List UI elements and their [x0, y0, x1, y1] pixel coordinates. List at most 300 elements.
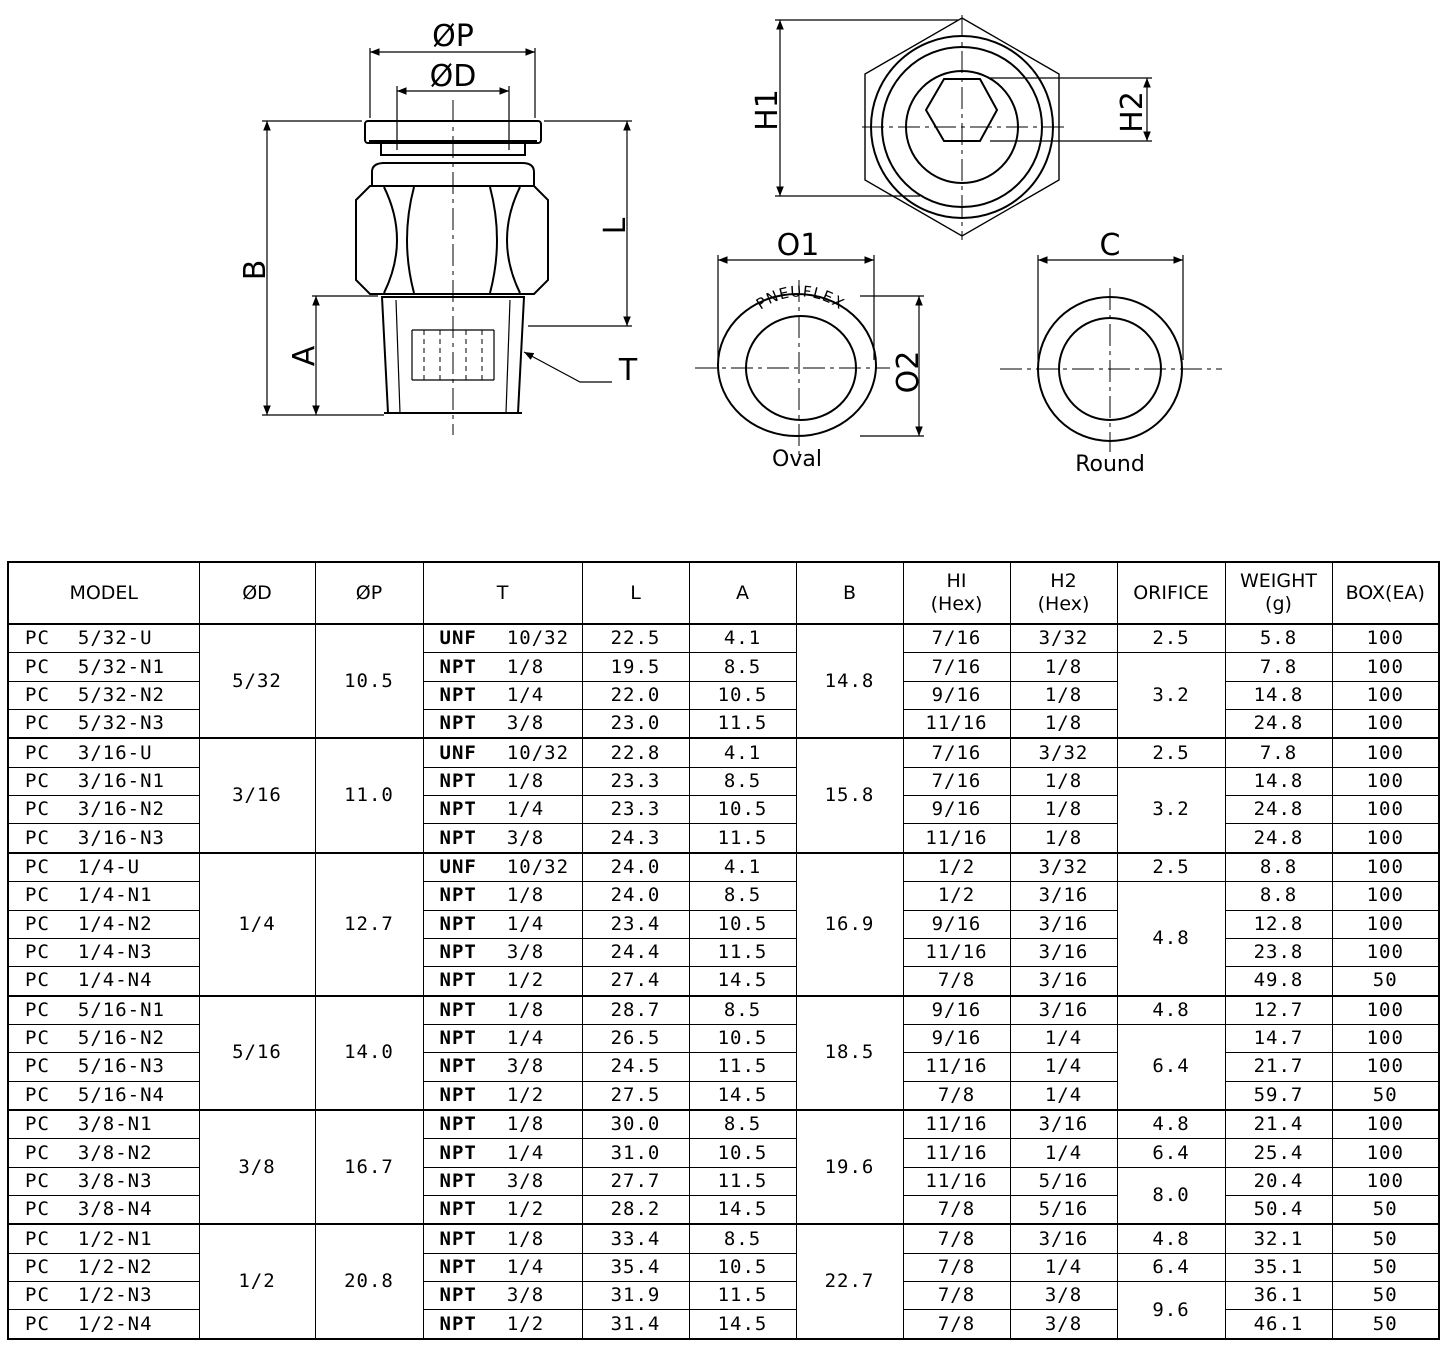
thread-cell — [423, 938, 582, 966]
h2-cell: 1/8 — [1010, 767, 1117, 795]
table-row — [8, 624, 1439, 653]
h1-cell: 7/8 — [903, 967, 1010, 996]
header-label: H2 — [1050, 570, 1077, 592]
box-cell: 100 — [1332, 767, 1439, 795]
op-cell: 11.0 — [315, 738, 423, 852]
box-cell: 100 — [1332, 882, 1439, 910]
a-cell: 14.5 — [689, 967, 796, 996]
col-header-box — [1332, 562, 1439, 624]
l-cell: 26.5 — [582, 1024, 689, 1052]
weight-cell: 20.4 — [1225, 1167, 1332, 1195]
thread-cell — [423, 767, 582, 795]
thread-type: UNF — [439, 855, 477, 878]
model-cell — [8, 824, 199, 853]
a-cell: 11.5 — [689, 938, 796, 966]
orifice-cell: 3.2 — [1117, 767, 1225, 853]
a-cell: 10.5 — [689, 1253, 796, 1281]
model-prefix: PC — [25, 1255, 50, 1278]
model-code: 1/4-N1 — [77, 884, 153, 907]
box-cell: 100 — [1332, 624, 1439, 653]
box-cell: 50 — [1332, 1224, 1439, 1253]
col-header-t — [423, 562, 582, 624]
od-cell: 3/8 — [199, 1110, 315, 1224]
thread-size: 1/8 — [506, 655, 545, 678]
a-cell: 10.5 — [689, 1139, 796, 1167]
h1-cell: 7/16 — [903, 653, 1010, 681]
weight-cell: 21.4 — [1225, 1110, 1332, 1139]
thread-cell — [423, 1053, 582, 1081]
header-label: WEIGHT — [1239, 570, 1317, 592]
col-header-model — [8, 562, 199, 624]
model-prefix: PC — [25, 1027, 50, 1050]
thread-type: NPT — [439, 912, 477, 935]
l-cell: 27.5 — [582, 1081, 689, 1110]
a-cell: 11.5 — [689, 1282, 796, 1310]
box-cell: 100 — [1332, 938, 1439, 966]
header-label: BOX(EA) — [1345, 581, 1425, 604]
thread-cell — [423, 910, 582, 938]
thread-type: NPT — [439, 683, 477, 706]
thread-type: UNF — [439, 741, 477, 764]
h1-cell: 11/16 — [903, 1110, 1010, 1139]
h1-cell: 11/16 — [903, 1053, 1010, 1081]
thread-size: 1/2 — [506, 969, 545, 992]
b-cell: 14.8 — [796, 624, 903, 738]
model-cell — [8, 910, 199, 938]
h1-cell: 1/2 — [903, 882, 1010, 910]
weight-cell: 8.8 — [1225, 853, 1332, 882]
orifice-cell: 2.5 — [1117, 738, 1225, 767]
weight-cell: 24.8 — [1225, 824, 1332, 853]
b-cell: 19.6 — [796, 1110, 903, 1224]
thread-cell — [423, 882, 582, 910]
h1-cell: 7/8 — [903, 1282, 1010, 1310]
thread-type: NPT — [439, 712, 477, 735]
h1-cell: 11/16 — [903, 938, 1010, 966]
box-cell: 50 — [1332, 967, 1439, 996]
model-code: 3/8-N2 — [77, 1141, 153, 1164]
model-prefix: PC — [25, 1227, 50, 1250]
l-cell: 22.0 — [582, 681, 689, 709]
l-cell: 22.5 — [582, 624, 689, 653]
orifice-cell: 4.8 — [1117, 1110, 1225, 1139]
model-code: 1/2-N1 — [77, 1227, 153, 1250]
round-collet-view — [1000, 288, 1222, 452]
thread-size: 1/8 — [506, 1113, 545, 1136]
h2-cell: 1/4 — [1010, 1024, 1117, 1052]
a-cell: 14.5 — [689, 1196, 796, 1225]
l-cell: 24.4 — [582, 938, 689, 966]
thread-type: NPT — [439, 941, 477, 964]
model-cell — [8, 1139, 199, 1167]
thread-cell — [423, 853, 582, 882]
col-header-op — [315, 562, 423, 624]
brand-arc-text: PNEUFLEX — [752, 282, 848, 314]
h2-cell: 1/8 — [1010, 681, 1117, 709]
model-cell — [8, 767, 199, 795]
a-cell: 14.5 — [689, 1310, 796, 1339]
b-cell: 15.8 — [796, 738, 903, 852]
label-a: A — [287, 345, 322, 367]
h2-cell: 1/4 — [1010, 1081, 1117, 1110]
op-cell: 14.0 — [315, 996, 423, 1110]
weight-cell: 5.8 — [1225, 624, 1332, 653]
op-cell: 20.8 — [315, 1224, 423, 1339]
table-body — [8, 624, 1439, 1339]
thread-type: NPT — [439, 1255, 477, 1278]
thread-size: 3/8 — [506, 826, 545, 849]
model-cell — [8, 710, 199, 739]
model-prefix: PC — [25, 1198, 50, 1221]
table-row — [8, 1224, 1439, 1253]
thread-size: 3/8 — [506, 1284, 545, 1307]
model-prefix: PC — [25, 969, 50, 992]
model-cell — [8, 996, 199, 1025]
label-c: C — [1099, 228, 1121, 263]
header-label: ORIFICE — [1133, 581, 1209, 604]
h1-cell: 1/2 — [903, 853, 1010, 882]
label-l: L — [598, 217, 633, 235]
weight-cell: 12.8 — [1225, 910, 1332, 938]
l-cell: 31.9 — [582, 1282, 689, 1310]
a-cell: 8.5 — [689, 882, 796, 910]
thread-cell — [423, 1139, 582, 1167]
thread-type: NPT — [439, 1113, 477, 1136]
a-cell: 8.5 — [689, 1224, 796, 1253]
box-cell: 100 — [1332, 824, 1439, 853]
l-cell: 27.7 — [582, 1167, 689, 1195]
h2-cell: 3/32 — [1010, 853, 1117, 882]
l-cell: 31.4 — [582, 1310, 689, 1339]
model-code: 1/2-N2 — [77, 1255, 153, 1278]
model-code: 1/4-U — [77, 855, 141, 878]
label-o2: O2 — [891, 350, 926, 394]
header-label: ØD — [242, 581, 272, 604]
model-code: 1/4-N2 — [77, 912, 153, 935]
h1-cell: 7/16 — [903, 767, 1010, 795]
thread-cell — [423, 624, 582, 653]
weight-cell: 7.8 — [1225, 738, 1332, 767]
col-header-b — [796, 562, 903, 624]
l-cell: 30.0 — [582, 1110, 689, 1139]
thread-cell — [423, 710, 582, 739]
box-cell: 50 — [1332, 1196, 1439, 1225]
header-label: L — [630, 581, 641, 604]
model-prefix: PC — [25, 912, 50, 935]
a-cell: 8.5 — [689, 1110, 796, 1139]
h1-cell: 11/16 — [903, 1139, 1010, 1167]
thread-type: NPT — [439, 769, 477, 792]
thread-size: 1/2 — [506, 1312, 545, 1335]
l-cell: 24.3 — [582, 824, 689, 853]
fitting-top-view — [862, 15, 1064, 240]
label-h2: H2 — [1115, 91, 1150, 133]
model-cell — [8, 938, 199, 966]
model-prefix: PC — [25, 1113, 50, 1136]
box-cell: 50 — [1332, 1253, 1439, 1281]
box-cell: 100 — [1332, 738, 1439, 767]
label-d: ØD — [429, 59, 477, 94]
model-cell — [8, 1196, 199, 1225]
header-sublabel: (g) — [1265, 593, 1292, 615]
thread-size: 1/2 — [506, 1198, 545, 1221]
box-cell: 100 — [1332, 796, 1439, 824]
orifice-cell: 6.4 — [1117, 1024, 1225, 1110]
model-prefix: PC — [25, 769, 50, 792]
model-prefix: PC — [25, 1284, 50, 1307]
weight-cell: 24.8 — [1225, 796, 1332, 824]
weight-cell: 59.7 — [1225, 1081, 1332, 1110]
h1-cell: 9/16 — [903, 910, 1010, 938]
model-cell — [8, 653, 199, 681]
thread-size: 1/4 — [506, 1027, 545, 1050]
thread-cell — [423, 653, 582, 681]
table-header — [8, 562, 1439, 624]
h2-cell: 3/32 — [1010, 624, 1117, 653]
header-label: B — [842, 581, 857, 604]
box-cell: 100 — [1332, 710, 1439, 739]
thread-cell — [423, 1310, 582, 1339]
box-cell: 100 — [1332, 1053, 1439, 1081]
label-o1: O1 — [776, 228, 820, 263]
h2-cell: 1/4 — [1010, 1053, 1117, 1081]
table-row — [8, 853, 1439, 882]
label-h1: H1 — [750, 89, 785, 131]
header-sublabel: (Hex) — [1037, 593, 1090, 615]
h1-cell: 9/16 — [903, 681, 1010, 709]
h2-cell: 1/8 — [1010, 710, 1117, 739]
orifice-cell: 6.4 — [1117, 1139, 1225, 1167]
model-cell — [8, 882, 199, 910]
label-p: ØP — [432, 19, 474, 54]
model-prefix: PC — [25, 1312, 50, 1335]
op-cell: 16.7 — [315, 1110, 423, 1224]
thread-type: NPT — [439, 1141, 477, 1164]
header-label: MODEL — [69, 581, 139, 604]
col-header-h1 — [903, 562, 1010, 624]
thread-size: 3/8 — [506, 712, 545, 735]
box-cell: 100 — [1332, 681, 1439, 709]
a-cell: 4.1 — [689, 738, 796, 767]
od-cell: 1/4 — [199, 853, 315, 996]
model-code: 3/16-N1 — [77, 769, 165, 792]
l-cell: 22.8 — [582, 738, 689, 767]
a-cell: 10.5 — [689, 910, 796, 938]
a-cell: 8.5 — [689, 767, 796, 795]
h1-cell: 7/16 — [903, 738, 1010, 767]
h2-cell: 5/16 — [1010, 1196, 1117, 1225]
box-cell: 100 — [1332, 653, 1439, 681]
thread-cell — [423, 824, 582, 853]
orifice-cell: 8.0 — [1117, 1167, 1225, 1224]
l-cell: 24.0 — [582, 882, 689, 910]
orifice-cell: 2.5 — [1117, 624, 1225, 653]
header-label: T — [496, 581, 509, 604]
weight-cell: 50.4 — [1225, 1196, 1332, 1225]
box-cell: 50 — [1332, 1310, 1439, 1339]
weight-cell: 23.8 — [1225, 938, 1332, 966]
thread-size: 10/32 — [506, 855, 570, 878]
model-cell — [8, 796, 199, 824]
thread-size: 1/4 — [506, 1255, 545, 1278]
model-code: 3/16-N2 — [77, 798, 165, 821]
l-cell: 23.0 — [582, 710, 689, 739]
oval-collet-view — [695, 280, 890, 456]
thread-cell — [423, 996, 582, 1025]
orifice-cell: 6.4 — [1117, 1253, 1225, 1281]
col-header-od — [199, 562, 315, 624]
orifice-cell: 4.8 — [1117, 1224, 1225, 1253]
round-caption: Round — [1075, 452, 1145, 477]
thread-size: 3/8 — [506, 1169, 545, 1192]
table-row — [8, 738, 1439, 767]
table-row — [8, 1110, 1439, 1139]
a-cell: 14.5 — [689, 1081, 796, 1110]
model-prefix: PC — [25, 998, 50, 1021]
model-prefix: PC — [25, 1169, 50, 1192]
model-code: 5/32-N1 — [77, 655, 165, 678]
op-cell: 10.5 — [315, 624, 423, 738]
h2-cell: 3/16 — [1010, 938, 1117, 966]
orifice-cell: 4.8 — [1117, 882, 1225, 996]
h2-cell: 1/8 — [1010, 796, 1117, 824]
thread-type: NPT — [439, 1227, 477, 1250]
model-cell — [8, 967, 199, 996]
thread-size: 1/2 — [506, 1083, 545, 1106]
h2-cell: 3/16 — [1010, 910, 1117, 938]
model-prefix: PC — [25, 826, 50, 849]
weight-cell: 24.8 — [1225, 710, 1332, 739]
model-code: 3/8-N1 — [77, 1113, 153, 1136]
weight-cell: 36.1 — [1225, 1282, 1332, 1310]
thread-cell — [423, 1224, 582, 1253]
model-prefix: PC — [25, 798, 50, 821]
a-cell: 11.5 — [689, 1053, 796, 1081]
h1-cell: 9/16 — [903, 996, 1010, 1025]
h2-cell: 3/16 — [1010, 882, 1117, 910]
l-cell: 28.7 — [582, 996, 689, 1025]
model-code: 1/4-N3 — [77, 941, 153, 964]
weight-cell: 7.8 — [1225, 653, 1332, 681]
label-b: B — [238, 259, 273, 281]
h1-cell: 9/16 — [903, 1024, 1010, 1052]
model-prefix: PC — [25, 683, 50, 706]
thread-type: NPT — [439, 798, 477, 821]
col-header-weight — [1225, 562, 1332, 624]
thread-type: UNF — [439, 627, 477, 650]
model-cell — [8, 624, 199, 653]
thread-cell — [423, 1081, 582, 1110]
thread-cell — [423, 1196, 582, 1225]
a-cell: 11.5 — [689, 824, 796, 853]
weight-cell: 46.1 — [1225, 1310, 1332, 1339]
label-t: T — [618, 353, 638, 388]
thread-type: NPT — [439, 1055, 477, 1078]
thread-type: NPT — [439, 826, 477, 849]
thread-size: 10/32 — [506, 627, 570, 650]
col-header-l — [582, 562, 689, 624]
model-code: 5/16-N4 — [77, 1083, 165, 1106]
model-code: 1/2-N3 — [77, 1284, 153, 1307]
h2-cell: 1/4 — [1010, 1139, 1117, 1167]
orifice-cell: 9.6 — [1117, 1282, 1225, 1339]
header-label: ØP — [355, 581, 383, 604]
h1-cell: 11/16 — [903, 824, 1010, 853]
thread-size: 3/8 — [506, 1055, 545, 1078]
thread-type: NPT — [439, 998, 477, 1021]
model-prefix: PC — [25, 712, 50, 735]
box-cell: 100 — [1332, 1110, 1439, 1139]
model-code: 5/32-N2 — [77, 683, 165, 706]
a-cell: 8.5 — [689, 996, 796, 1025]
table-row — [8, 996, 1439, 1025]
box-cell: 100 — [1332, 1024, 1439, 1052]
od-cell: 5/16 — [199, 996, 315, 1110]
model-code: 1/2-N4 — [77, 1312, 153, 1335]
col-header-h2 — [1010, 562, 1117, 624]
model-prefix: PC — [25, 1055, 50, 1078]
model-code: 5/32-N3 — [77, 712, 165, 735]
model-prefix: PC — [25, 741, 50, 764]
h2-cell: 1/4 — [1010, 1253, 1117, 1281]
weight-cell: 14.7 — [1225, 1024, 1332, 1052]
h2-cell: 3/16 — [1010, 1224, 1117, 1253]
specification-table — [7, 561, 1440, 1340]
model-prefix: PC — [25, 855, 50, 878]
l-cell: 33.4 — [582, 1224, 689, 1253]
model-cell — [8, 1081, 199, 1110]
model-code: 5/16-N1 — [77, 998, 165, 1021]
oval-dimensions — [718, 255, 924, 436]
od-cell: 5/32 — [199, 624, 315, 738]
thread-size: 3/8 — [506, 941, 545, 964]
l-cell: 35.4 — [582, 1253, 689, 1281]
h1-cell: 9/16 — [903, 796, 1010, 824]
thread-size: 1/4 — [506, 1141, 545, 1164]
thread-type: NPT — [439, 1027, 477, 1050]
a-cell: 11.5 — [689, 710, 796, 739]
box-cell: 100 — [1332, 996, 1439, 1025]
thread-cell — [423, 1253, 582, 1281]
thread-size: 1/8 — [506, 1227, 545, 1250]
l-cell: 28.2 — [582, 1196, 689, 1225]
model-cell — [8, 1024, 199, 1052]
box-cell: 100 — [1332, 910, 1439, 938]
model-code: 3/8-N4 — [77, 1198, 153, 1221]
header-label: HI — [946, 570, 967, 592]
thread-cell — [423, 1024, 582, 1052]
thread-cell — [423, 1282, 582, 1310]
model-cell — [8, 853, 199, 882]
header-sublabel: (Hex) — [930, 593, 983, 615]
thread-size: 1/8 — [506, 884, 545, 907]
a-cell: 11.5 — [689, 1167, 796, 1195]
h1-cell: 7/16 — [903, 624, 1010, 653]
model-cell — [8, 1053, 199, 1081]
model-prefix: PC — [25, 941, 50, 964]
model-code: 3/16-N3 — [77, 826, 165, 849]
model-prefix: PC — [25, 884, 50, 907]
thread-size: 1/8 — [506, 998, 545, 1021]
l-cell: 19.5 — [582, 653, 689, 681]
b-cell: 22.7 — [796, 1224, 903, 1339]
l-cell: 23.4 — [582, 910, 689, 938]
thread-cell — [423, 738, 582, 767]
h2-cell: 3/32 — [1010, 738, 1117, 767]
model-code: 5/32-U — [77, 627, 153, 650]
model-cell — [8, 1110, 199, 1139]
h1-cell: 11/16 — [903, 1167, 1010, 1195]
